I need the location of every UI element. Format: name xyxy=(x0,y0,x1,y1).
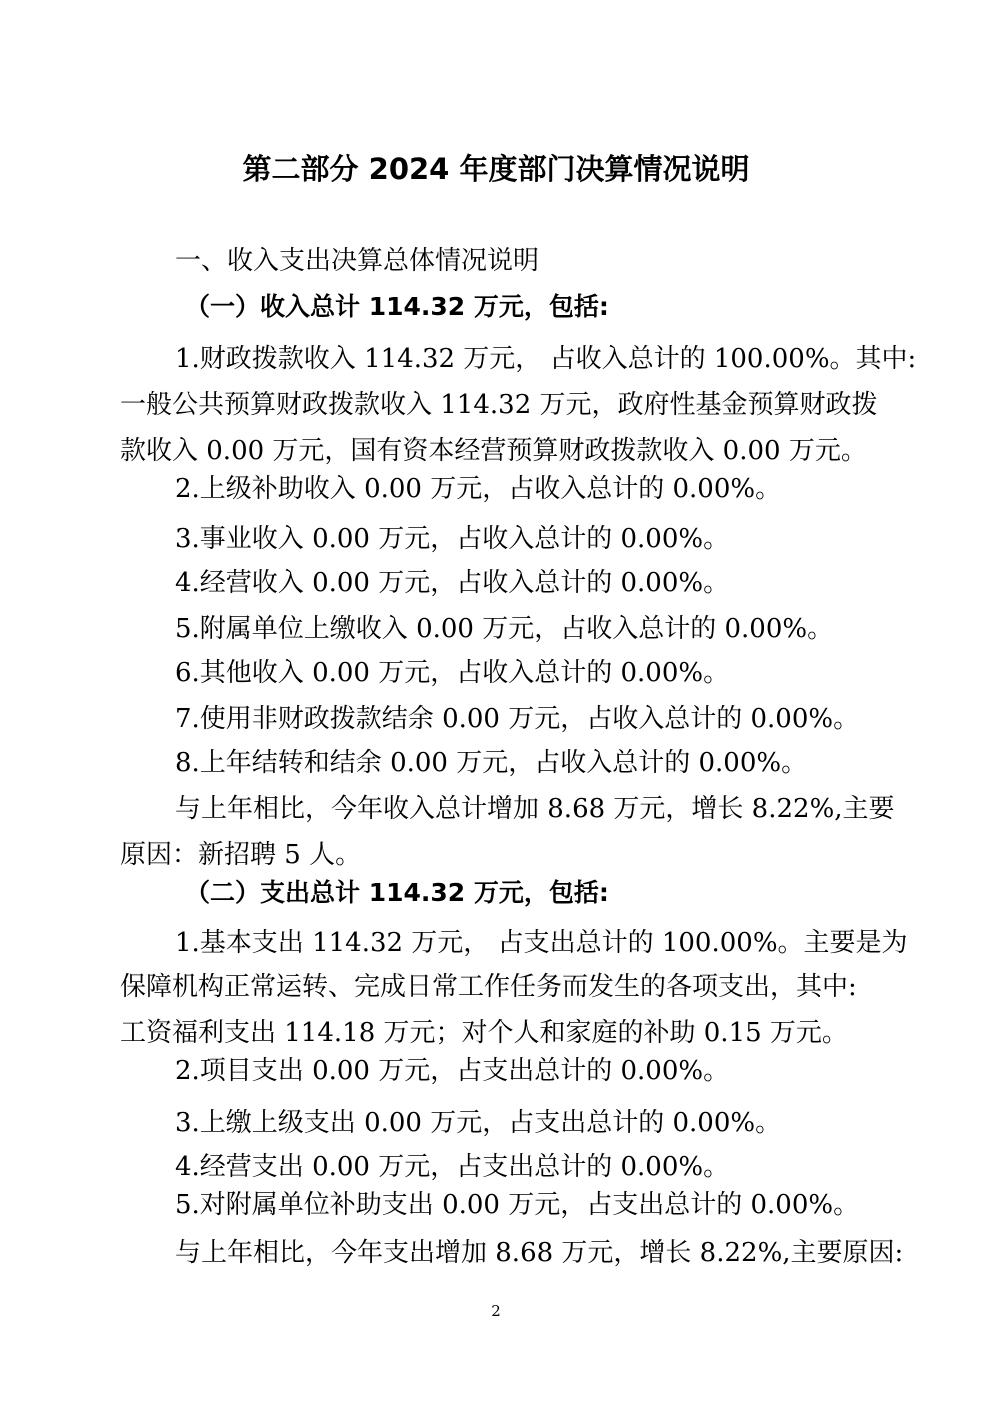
expense-item-1-line-1: 1.基本支出 114.32 万元， 占支出总计的 100.00%。主要是为 xyxy=(175,928,908,958)
page-title: 第二部分 2024 年度部门决算情况说明 xyxy=(242,152,750,186)
expense-item-1-line-3: 工资福利支出 114.18 万元；对个人和家庭的补助 0.15 万元。 xyxy=(120,1018,848,1048)
income-item-4: 4.经营收入 0.00 万元，占收入总计的 0.00%。 xyxy=(175,568,730,598)
expense-item-1-line-2: 保障机构正常运转、完成日常工作任务而发生的各项支出，其中: xyxy=(120,972,857,1002)
income-item-1-line-2: 一般公共预算财政拨款收入 114.32 万元，政府性基金预算财政拨 xyxy=(120,390,878,420)
page-number: 2 xyxy=(491,1302,501,1320)
income-item-7: 7.使用非财政拨款结余 0.00 万元，占收入总计的 0.00%。 xyxy=(175,704,860,734)
income-item-1-line-3: 款收入 0.00 万元，国有资本经营预算财政拨款收入 0.00 万元。 xyxy=(120,436,867,466)
expense-item-5: 5.对附属单位补助支出 0.00 万元，占支出总计的 0.00%。 xyxy=(175,1190,860,1220)
income-compare-line-1: 与上年相比，今年收入总计增加 8.68 万元，增长 8.22%,主要 xyxy=(175,794,895,824)
expense-item-3: 3.上缴上级支出 0.00 万元，占支出总计的 0.00%。 xyxy=(175,1108,782,1138)
income-item-2: 2.上级补助收入 0.00 万元，占收入总计的 0.00%。 xyxy=(175,474,782,504)
expense-item-4: 4.经营支出 0.00 万元，占支出总计的 0.00%。 xyxy=(175,1152,730,1182)
income-heading: （一）收入总计 114.32 万元，包括: xyxy=(185,292,609,321)
expense-compare-line-1: 与上年相比，今年支出增加 8.68 万元，增长 8.22%,主要原因: xyxy=(175,1238,904,1268)
income-item-6: 6.其他收入 0.00 万元，占收入总计的 0.00%。 xyxy=(175,658,730,688)
income-item-8: 8.上年结转和结余 0.00 万元，占收入总计的 0.00%。 xyxy=(175,748,808,778)
income-item-1-line-1: 1.财政拨款收入 114.32 万元， 占收入总计的 100.00%。其中: xyxy=(175,344,917,374)
expense-heading: （二）支出总计 114.32 万元，包括: xyxy=(185,878,609,907)
income-item-5: 5.附属单位上缴收入 0.00 万元，占收入总计的 0.00%。 xyxy=(175,614,834,644)
section-heading: 一、收入支出决算总体情况说明 xyxy=(175,246,540,276)
income-item-3: 3.事业收入 0.00 万元，占收入总计的 0.00%。 xyxy=(175,524,730,554)
expense-item-2: 2.项目支出 0.00 万元，占支出总计的 0.00%。 xyxy=(175,1056,730,1086)
income-compare-line-2: 原因：新招聘 5 人。 xyxy=(120,840,362,870)
